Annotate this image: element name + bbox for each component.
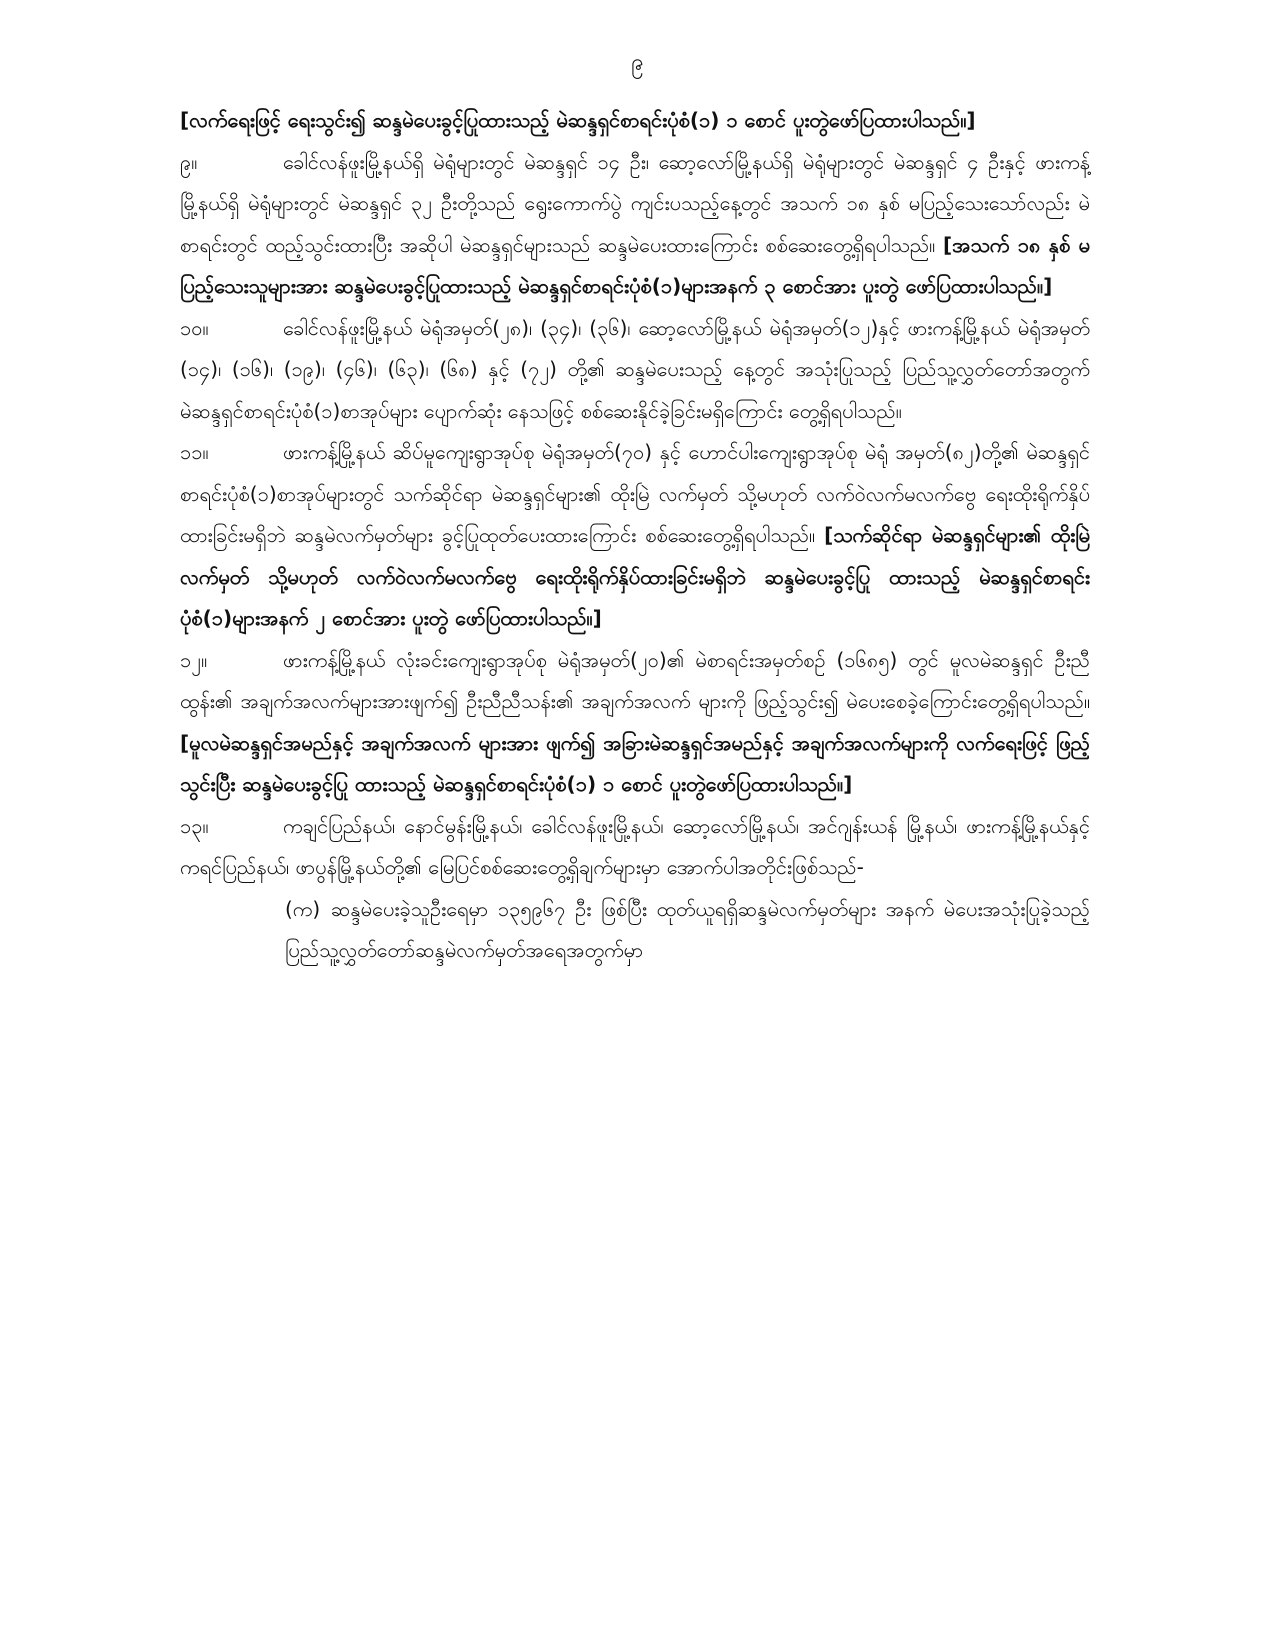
attachment-note: [မူလမဲဆန္ဒရှင်အမည်နှင့် အချက်အလက် များအား ဖျက်၍ အခြားမဲဆန္ဒရှင်အမည်နှင့် အချက်အလက်များကို လက်ရေးဖြင့် ဖြည့်သွင်းပြီး ဆန္ဒမဲပေးခွင့်ပြု ထားသည့် မဲဆန္ဒရှင်စာရင်းပုံစံ(၁) ၁ စောင် ပူးတွဲဖော်ပြထားပါသည်။] xyxy=(180,730,1090,796)
paragraph-number: ၁၂။ xyxy=(180,647,208,672)
paragraph-13 xyxy=(180,806,1090,889)
paragraph-text: ဖားကန့်မြို့နယ် ဆိပ်မူကျေးရွာအုပ်စု မဲရုံအမှတ်(၇၀) နှင့် ဟောင်ပါးကျေးရွာအုပ်စု မဲရုံ အမှတ်(၈၂)တို့၏ မဲဆန္ဒရှင်စာရင်းပုံစံ(၁)စာအုပ်များတွင် သက်ဆိုင်ရာ မဲဆန္ဒရှင်များ၏ ထိုးမြဲ လက်မှတ် သို့မဟုတ် လက်ဝဲလက်မလက်ဗွေ ရေးထိုးရိုက်နှိပ်ထားခြင်းမရှိဘဲ ဆန္ဒမဲလက်မှတ်များ ခွင့်ပြုထုတ်ပေးထားကြောင်း စစ်ဆေးတွေ့ရှိရပါသည်။ xyxy=(180,440,1090,547)
sub-item-ka xyxy=(285,889,1090,972)
paragraph-text: ဖားကန့်မြို့နယ် လုံးခင်းကျေးရွာအုပ်စု မဲရုံအမှတ်(၂၀)၏ မဲစာရင်းအမှတ်စဉ် (၁၆၈၅) တွင် မူလမဲဆန္ဒရှင် ဦးညီထွန်း၏ အချက်အလက်များအားဖျက်၍ ဦးညီညီသန်း၏ အချက်အလက် များကို ဖြည့်သွင်း၍ မဲပေးစေခဲ့ကြောင်းတွေ့ရှိရပါသည်။ xyxy=(180,647,1090,713)
sub-item-marker: (က) xyxy=(285,896,321,921)
paragraph-number: ၁၀။ xyxy=(180,315,209,340)
paragraph-text: ခေါင်လန်ဖူးမြို့နယ်ရှိ မဲရုံများတွင် မဲဆန္ဒရှင် ၁၄ ဦး၊ ဆော့လော်မြို့နယ်ရှိ မဲရုံများတွင် မဲဆန္ဒရှင် ၄ ဦးနှင့် ဖားကန့်မြို့နယ်ရှိ မဲရုံများတွင် မဲဆန္ဒရှင် ၃၂ ဦးတို့သည် ရွေးကောက်ပွဲ ကျင်းပသည့်နေ့တွင် အသက် ၁၈ နှစ် မပြည့်သေးသော်လည်း မဲစာရင်းတွင် ထည့်သွင်းထားပြီး အဆိုပါ မဲဆန္ဒရှင်များသည် ဆန္ဒမဲပေးထားကြောင်း စစ်ဆေးတွေ့ရှိရပါသည်။ xyxy=(180,149,1090,257)
paragraph-text: ခေါင်လန်ဖူးမြို့နယ် မဲရုံအမှတ်(၂၈)၊ (၃၄)၊ (၃၆)၊ ဆော့လော်မြို့နယ် မဲရုံအမှတ်(၁၂)နှင့် ဖားကန့်မြို့နယ် မဲရုံအမှတ် (၁၄)၊ (၁၆)၊ (၁၉)၊ (၄၆)၊ (၆၃)၊ (၆၈) နှင့် (၇၂) တို့၏ ဆန္ဒမဲပေးသည့် နေ့တွင် အသုံးပြုသည့် ပြည်သူ့လွှတ်တော်အတွက် မဲဆန္ဒရှင်စာရင်းပုံစံ(၁)စာအုပ်များ ပျောက်ဆုံး နေသဖြင့် စစ်ဆေးနိုင်ခဲ့ခြင်းမရှိကြောင်း တွေ့ရှိရပါသည်။ xyxy=(180,315,1090,423)
paragraph-number: ၁၁။ xyxy=(180,440,209,464)
paragraph-number: ၉။ xyxy=(180,149,198,174)
paragraph-text: ကချင်ပြည်နယ်၊ နောင်မွန်းမြို့နယ်၊ ခေါင်လန်ဖူးမြို့နယ်၊ ဆော့လော်မြို့နယ်၊ အင်ဂျန်းယန် မြို့နယ်၊ ဖားကန့်မြို့နယ်နှင့် ကရင်ပြည်နယ်၊ ဖာပွန်မြို့နယ်တို့၏ မြေပြင်စစ်ဆေးတွေ့ရှိချက်များမှာ အောက်ပါအတိုင်းဖြစ်သည်- xyxy=(180,813,1090,879)
sub-item-text: ဆန္ဒမဲပေးခဲ့သူဦးရေမှာ ၁၃၅၉၆၇ ဦး ဖြစ်ပြီး ထုတ်ယူရရှိဆန္ဒမဲလက်မှတ်များ အနက် မဲပေးအသုံးပြုခဲ့သည့် ပြည်သူ့လွှတ်တော်ဆန္ဒမဲလက်မှတ်အရေအတွက်မှာ xyxy=(285,896,1090,962)
attachment-note-intro: [လက်ရေးဖြင့် ရေးသွင်း၍ ဆန္ဒမဲပေးခွင့်ပြုထားသည့် မဲဆန္ဒရှင်စာရင်းပုံစံ(၁) ၁ စောင် ပူးတွဲဖော်ပြထားပါသည်။] xyxy=(180,108,976,132)
paragraph-11 xyxy=(180,432,1090,640)
paragraph-10 xyxy=(180,308,1090,433)
attachment-note: [သက်ဆိုင်ရာ မဲဆန္ဒရှင်များ၏ ထိုးမြဲ လက်မှတ် သို့မဟုတ် လက်ဝဲလက်မလက်ဗွေ ရေးထိုးရိုက်နှိပ်ထားခြင်းမရှိဘဲ ဆန္ဒမဲပေးခွင့်ပြု ထားသည့် မဲဆန္ဒရှင်စာရင်းပုံစံ(၁)များအနက် ၂ စောင်အား ပူးတွဲ ဖော်ပြထားပါသည်။] xyxy=(180,523,1091,630)
attachment-note: [အသက် ၁၈ နှစ် မပြည့်သေးသူများအား ဆန္ဒမဲပေးခွင့်ပြုထားသည့် မဲဆန္ဒရှင်စာရင်းပုံစံ(၁)များအနက် ၃ စောင်အား ပူးတွဲ ဖော်ပြထားပါသည်။] xyxy=(180,232,1091,298)
page-number: ၉ xyxy=(631,50,644,75)
paragraph-number: ၁၃။ xyxy=(180,813,209,838)
paragraph-12 xyxy=(180,640,1090,806)
document-body xyxy=(180,100,1090,972)
paragraph-9 xyxy=(180,142,1090,308)
